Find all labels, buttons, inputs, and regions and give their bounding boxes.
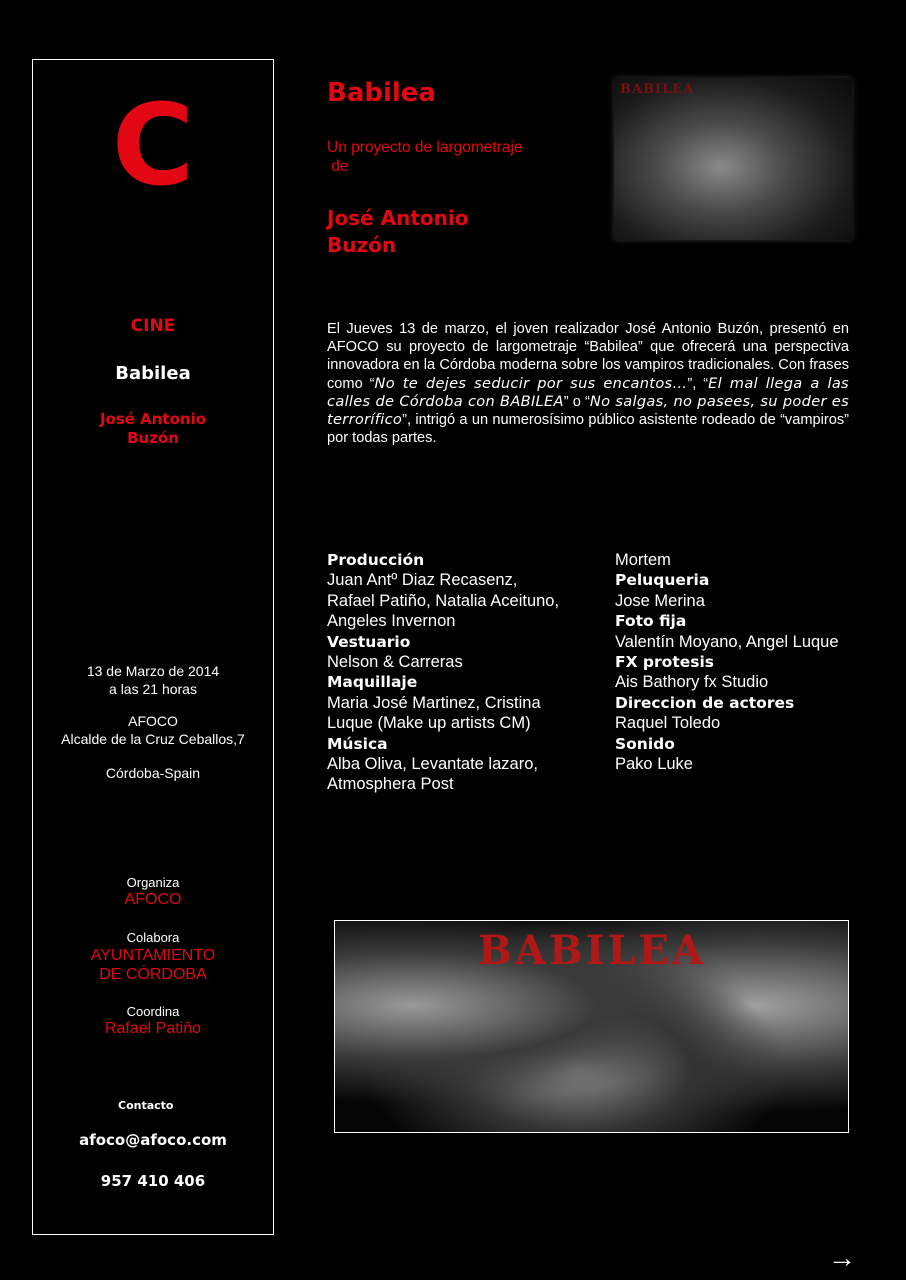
- credit-names: Jose Merina: [615, 591, 705, 610]
- quote: No salgas, no pasees, su poder es terrorífico: [327, 392, 849, 429]
- sidebar: [32, 59, 274, 1235]
- organiza-label: Organiza: [126, 875, 180, 890]
- director-line: Buzón: [327, 233, 397, 257]
- credit-names: Raquel Toledo: [615, 714, 721, 733]
- category-initial: C: [111, 81, 195, 211]
- film-title: Babilea: [115, 363, 191, 384]
- city: Córdoba-Spain: [105, 765, 201, 781]
- subtitle-line: de: [327, 158, 349, 175]
- credit-names: Nelson & Carreras: [327, 653, 463, 672]
- subtitle-line: Un proyecto de largometraje: [327, 139, 523, 156]
- director-line: José Antonio: [327, 206, 469, 230]
- credits-column-left: [327, 550, 562, 795]
- credit-role: Peluqueria: [615, 571, 710, 590]
- text: ”, “: [687, 375, 709, 392]
- credit-names: Mortem: [615, 551, 671, 569]
- poster-banner: [334, 920, 849, 1133]
- address: Alcalde de la Cruz Ceballos,7: [61, 731, 245, 747]
- credit-role: Foto fija: [615, 612, 687, 631]
- credit-role: FX protesis: [615, 653, 715, 672]
- colabora-value: DE CÓRDOBA: [99, 966, 207, 983]
- date-line: 13 de Marzo de 2014: [86, 663, 220, 679]
- credit-names: Maria José Martinez, Cristina Luque (Make up artists CM): [327, 693, 541, 733]
- contact-label: Contacto: [118, 1099, 174, 1112]
- credit-names: Ais Bathory fx Studio: [615, 673, 769, 692]
- subtitle: [327, 138, 523, 176]
- credit-role: Producción: [327, 551, 425, 569]
- credit-role: Direccion de actores: [615, 693, 795, 712]
- banner-logo: BABILEA: [478, 927, 707, 974]
- category-label: CINE: [130, 316, 176, 336]
- director-photo: [614, 78, 852, 240]
- director-name: [327, 205, 468, 259]
- photo-logo: BABILEA: [620, 82, 695, 97]
- next-page-arrow-icon[interactable]: →: [828, 1242, 856, 1273]
- credit-names: Alba Oliva, Levantate lazaro, Atmosphera Post: [327, 755, 538, 794]
- credit-role: Música: [327, 734, 388, 753]
- colabora-value: AYUNTAMIENTO: [90, 947, 216, 964]
- quote: El mal llega a las calles de Córdoba con BABILEA: [327, 374, 849, 410]
- quote: No te dejes seducir por sus encantos…: [374, 374, 688, 392]
- credit-role: Vestuario: [327, 632, 411, 651]
- credit-role: Maquillaje: [327, 673, 418, 692]
- organizers: [33, 874, 273, 1038]
- text: El Jueves 13 de marzo, el joven realizador José Antonio Buzón, presentó en AFOCO su proyecto de largometraje “Babilea” que ofrecerá una perspectiva innovadora en la Córdoba moderna sobre los vampiros tradicionales. Con frases como “: [327, 321, 849, 392]
- credit-role: Sonido: [615, 734, 675, 753]
- author-name: [33, 410, 273, 448]
- text: ”, intrigó a un numerosísimo público asistente rodeado de “vampiros” por todas partes.: [327, 412, 849, 447]
- contact-phone: 957 410 406: [100, 1172, 206, 1190]
- coordina-value: Rafael Patiño: [104, 1020, 202, 1037]
- coordina-label: Coordina: [126, 1004, 180, 1019]
- event-date: [33, 662, 273, 782]
- article-paragraph: [327, 320, 849, 447]
- venue: AFOCO: [128, 713, 178, 729]
- credit-names: Valentín Moyano, Angel Luque: [615, 632, 839, 651]
- page-title: Babilea: [327, 78, 436, 108]
- text: ” o “: [563, 393, 590, 410]
- colabora-label: Colabora: [126, 930, 180, 945]
- credits-column-right: [615, 550, 850, 774]
- author-line: Buzón: [127, 429, 179, 447]
- credit-names: Juan Antº Diaz Recasenz, Rafael Patiño, Natalia Aceituno, Angeles Invernon: [327, 571, 560, 631]
- contact-email[interactable]: afoco@afoco.com: [79, 1131, 227, 1149]
- credit-names: Pako Luke: [615, 755, 693, 774]
- author-line: José Antonio: [99, 410, 207, 428]
- time-line: a las 21 horas: [109, 681, 197, 697]
- organiza-value: AFOCO: [124, 891, 182, 908]
